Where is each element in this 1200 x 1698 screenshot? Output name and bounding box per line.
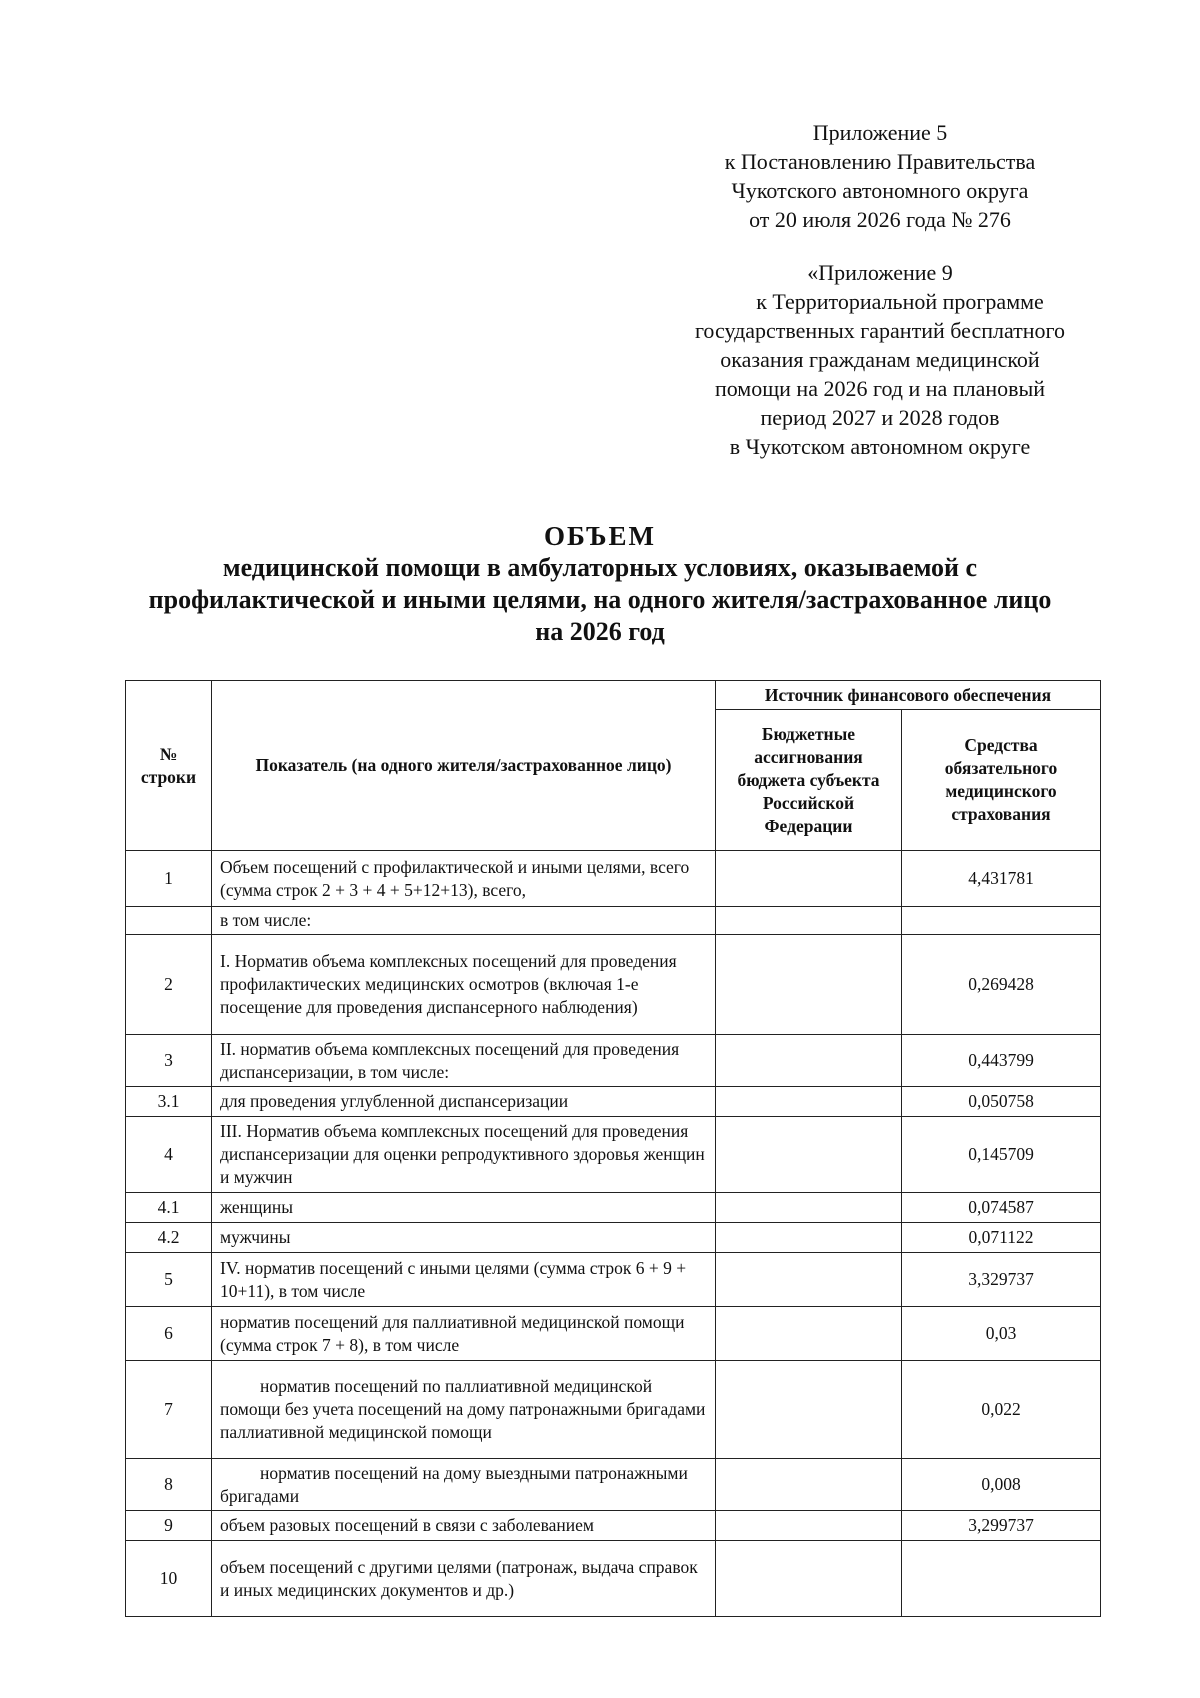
row-indicator: женщины: [212, 1193, 716, 1223]
table-row: [126, 1087, 1101, 1117]
header-line: «Приложение 9: [807, 260, 953, 285]
row-oms: 0,071122: [902, 1223, 1101, 1253]
row-budget: [716, 1223, 902, 1253]
row-oms: [902, 1541, 1101, 1617]
row-indicator: [212, 1459, 716, 1511]
table-row: [126, 1541, 1101, 1617]
row-indicator: I. Норматив объема комплексных посещений для проведения профилактических медицинских осмотров (включая 1-е посещение для проведения диспансерного наблюдения): [212, 935, 716, 1035]
row-oms: 0,008: [902, 1459, 1101, 1511]
table-row: [126, 1253, 1101, 1307]
row-indicator: IV. норматив посещений с иными целями (сумма строк 6 + 9 + 10+11), в том числе: [212, 1253, 716, 1307]
row-budget: [716, 1541, 902, 1617]
row-number: 3: [126, 1035, 212, 1087]
col-header-budget: Бюджетные ассигнования бюджета субъекта Российской Федерации: [716, 710, 902, 851]
col-header-oms: Средства обязательного медицинского страхования: [902, 710, 1101, 851]
row-budget: [716, 907, 902, 935]
indicator-text: норматив посещений по паллиативной медицинской помощи без учета посещений на дому патронажными бригадами паллиативной медицинской помощи: [220, 1376, 706, 1442]
row-oms: 3,329737: [902, 1253, 1101, 1307]
row-oms: 3,299737: [902, 1511, 1101, 1541]
row-indicator: объем разовых посещений в связи с заболеванием: [212, 1511, 716, 1541]
row-budget: [716, 1035, 902, 1087]
row-indicator: III. Норматив объема комплексных посещений для проведения диспансеризации для оценки репродуктивного здоровья женщин и мужчин: [212, 1117, 716, 1193]
table-row: [126, 935, 1101, 1035]
row-oms: 0,074587: [902, 1193, 1101, 1223]
header-line: от 20 июля 2026 года № 276: [749, 207, 1011, 232]
row-number: 6: [126, 1307, 212, 1361]
title-line: медицинской помощи в амбулаторных условиях, оказываемой с: [222, 553, 978, 582]
table-row: [126, 1193, 1101, 1223]
table-row: [126, 907, 1101, 935]
row-indicator: Объем посещений с профилактической и иными целями, всего (сумма строк 2 + 3 + 4 + 5+12+13), всего,: [212, 851, 716, 907]
row-budget: [716, 851, 902, 907]
row-budget: [716, 1117, 902, 1193]
row-budget: [716, 1459, 902, 1511]
table-row: [126, 1511, 1101, 1541]
header-line: государственных гарантий бесплатного: [694, 318, 1066, 343]
table-row: [126, 1459, 1101, 1511]
row-number: 4: [126, 1117, 212, 1193]
header-line: в Чукотском автономном округе: [729, 434, 1031, 459]
header-line: помощи на 2026 год и на плановый: [714, 376, 1046, 401]
row-indicator: норматив посещений для паллиативной медицинской помощи (сумма строк 7 + 8), в том числе: [212, 1307, 716, 1361]
row-number: 9: [126, 1511, 212, 1541]
row-indicator: мужчины: [212, 1223, 716, 1253]
row-number: 5: [126, 1253, 212, 1307]
row-oms: 0,022: [902, 1361, 1101, 1459]
header-line: к Территориальной программе: [756, 289, 1044, 314]
row-number: 4.1: [126, 1193, 212, 1223]
title-main: ОБЪЕМ: [544, 521, 656, 551]
row-oms: 0,050758: [902, 1087, 1101, 1117]
row-budget: [716, 935, 902, 1035]
table-row: [126, 1117, 1101, 1193]
table-row: [126, 1035, 1101, 1087]
indicator-text: норматив посещений на дому выездными патронажными бригадами: [220, 1462, 688, 1506]
row-indicator: объем посещений с другими целями (патронаж, выдача справок и иных медицинских документов и др.): [212, 1541, 716, 1617]
header-line: Приложение 5: [812, 120, 948, 145]
col-header-source: Источник финансового обеспечения: [716, 681, 1101, 710]
row-number: 8: [126, 1459, 212, 1511]
header-line: оказания гражданам медицинской: [720, 347, 1040, 372]
row-budget: [716, 1361, 902, 1459]
row-number: [126, 907, 212, 935]
col-header-indicator: Показатель (на одного жителя/застрахованное лицо): [212, 681, 716, 851]
header-line: к Постановлению Правительства: [724, 149, 1036, 174]
row-oms: 0,269428: [902, 935, 1101, 1035]
appendix-9-header: [660, 258, 1100, 461]
row-budget: [716, 1253, 902, 1307]
header-line: Чукотского автономного округа: [731, 178, 1029, 203]
row-oms: 4,431781: [902, 851, 1101, 907]
col-header-row-num: № строки: [126, 681, 212, 851]
row-indicator: [212, 1361, 716, 1459]
row-number: 4.2: [126, 1223, 212, 1253]
row-number: 10: [126, 1541, 212, 1617]
row-oms: 0,145709: [902, 1117, 1101, 1193]
row-number: 1: [126, 851, 212, 907]
table-row: [126, 1307, 1101, 1361]
volume-table: [125, 680, 1101, 1617]
table-row: [126, 1223, 1101, 1253]
row-indicator: для проведения углубленной диспансеризации: [212, 1087, 716, 1117]
table-row: [126, 851, 1101, 907]
row-oms: 0,03: [902, 1307, 1101, 1361]
row-number: 2: [126, 935, 212, 1035]
row-number: 7: [126, 1361, 212, 1459]
row-indicator: II. норматив объема комплексных посещений для проведения диспансеризации, в том числе:: [212, 1035, 716, 1087]
header-line: период 2027 и 2028 годов: [760, 405, 1000, 430]
row-oms: [902, 907, 1101, 935]
row-indicator: в том числе:: [212, 907, 716, 935]
row-number: 3.1: [126, 1087, 212, 1117]
appendix-5-header: [660, 118, 1100, 234]
row-budget: [716, 1511, 902, 1541]
title-line: профилактической и иными целями, на одного жителя/застрахованное лицо: [148, 585, 1052, 614]
table-row: [126, 1361, 1101, 1459]
row-oms: 0,443799: [902, 1035, 1101, 1087]
row-budget: [716, 1193, 902, 1223]
row-budget: [716, 1087, 902, 1117]
row-budget: [716, 1307, 902, 1361]
title-line: на 2026 год: [535, 617, 665, 646]
document-title: [100, 520, 1100, 648]
